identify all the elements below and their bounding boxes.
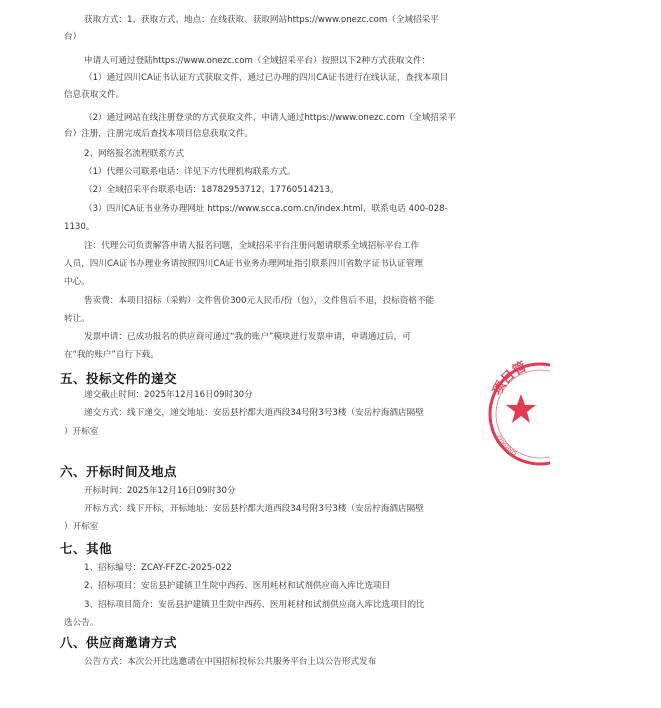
text-line: 2、招标项目：安岳县护建镇卫生院中西药、医用耗材和试剂供应商入库比选项目 [84, 581, 391, 591]
text-line: ）开标室 [64, 522, 99, 532]
seal-text-top: 项目管 [490, 359, 530, 398]
text-line: 发票申请：已成功报名的供应商可通过“我的账户”模块进行发票申请，申请通过后，可 [84, 332, 411, 342]
text-line: 开标时间：2025年12月16日09时30分 [84, 486, 236, 496]
text-line: 选公告。 [64, 618, 99, 628]
text-line: 开标方式：线下开标，开标地址：安岳县柠都大道西段34号附3号3楼（安岳柠海酒店隔壁 [84, 504, 424, 514]
section-heading: 五、投标文件的递交 [60, 371, 178, 386]
text-line: 台） [64, 32, 82, 42]
section-heading: 六、开标时间及地点 [60, 464, 178, 479]
text-line: 2、网络报名流程联系方式 [84, 149, 184, 159]
text-line: 人员，四川CA证书办理业务请按照四川CA证书业务办理网址指引联系四川省数字证书认证管理 [64, 259, 423, 269]
text-line: 在“我的账户”自行下载。 [64, 350, 159, 360]
text-line: ）开标室 [64, 427, 99, 437]
text-line: （2）全域招采平台联系电话：18782953712、17760514213。 [84, 185, 339, 195]
seal-graphic [488, 350, 550, 468]
text-line: 递交截止时间：2025年12月16日09时30分 [84, 390, 253, 400]
text-line: （3）四川CA证书业务办理网址 https://www.scca.com.cn/index.html，联系电话 400-028- [84, 204, 448, 214]
text-line: 3、招标项目简介：安岳县护建镇卫生院中西药、医用耗材和试剂供应商入库比选项目的比 [84, 600, 425, 610]
seal-text-bottom: 22002005 [494, 434, 518, 458]
seal-star-icon [506, 394, 536, 423]
text-line: 中心。 [64, 277, 90, 287]
text-line: 信息获取文件。 [64, 90, 125, 100]
text-line: 公告方式：本次公开比选邀请在中国招标投标公共服务平台上以公告形式发布 [84, 657, 377, 667]
text-line: （1）代理公司联系电话：详见下方代理机构联系方式。 [84, 167, 296, 177]
text-line: （2）通过网站在线注册登录的方式获取文件，申请人通过https://www.onezc.com（全域招采平 [84, 113, 457, 123]
text-line: 注：代理公司负责解答申请人报名问题，全域招采平台注册问题请联系全域招标平台工作 [84, 241, 420, 251]
text-line: 售卖费：本项目招标（采购）文件售价300元人民币/份（包），文件售后不退，投标资格不能 [84, 296, 435, 306]
text-line: （1）通过四川CA证书认证方式获取文件，通过已办理的四川CA证书进行在线认证，查找本项目 [84, 73, 449, 83]
text-line: 获取方式：1、获取方式、地点：在线获取、获取网站https://www.onezc.com（全域招采平 [84, 15, 439, 25]
text-line: 1、招标编号：ZCAY-FFZC-2025-022 [84, 563, 232, 573]
text-line: 递交方式：线下递交，递交地址：安岳县柠都大道西段34号附3号3楼（安岳柠海酒店隔壁 [84, 408, 424, 418]
text-line: 台）注册，注册完成后查找本项目信息获取文件。 [64, 129, 254, 139]
section-heading: 八、供应商邀请方式 [60, 635, 178, 650]
text-line: 1130。 [64, 222, 95, 232]
official-seal [488, 350, 550, 468]
text-line: 转让。 [64, 314, 90, 324]
text-line: 申请人可通过登陆https://www.onezc.com（全域招采平台）按照以下2种方式获取文件： [84, 56, 431, 66]
section-heading: 七、其他 [60, 541, 113, 556]
